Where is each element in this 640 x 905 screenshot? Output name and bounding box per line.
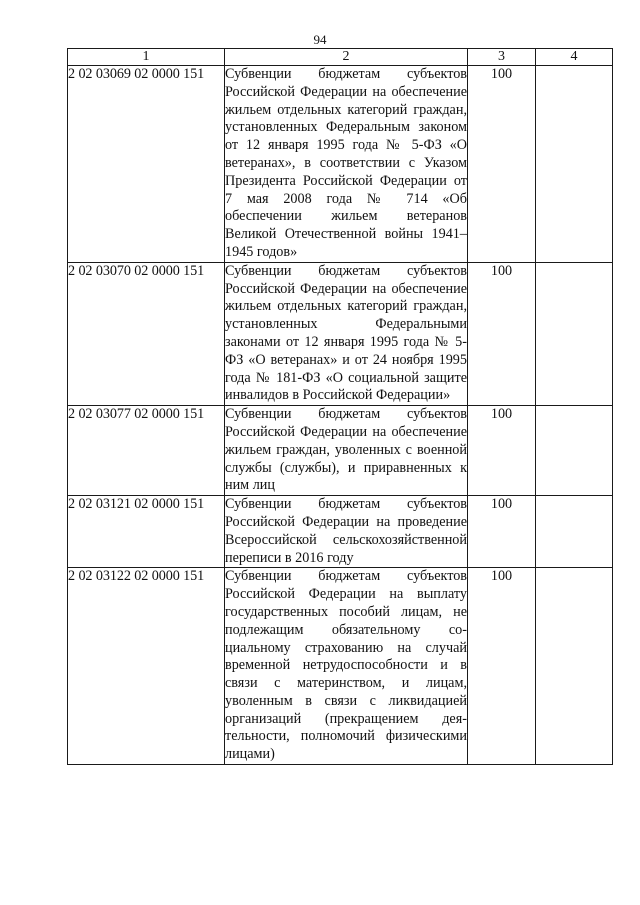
revenue-name: Субвенции бюджетам субъектов Российской Федерации на выплату государственных пособий лицам, не подлежащим обязательному социальному страхованию на случай временной нетрудоспособности и в связи с материнством, и лицам, уволенным в связи с ликвидацией организаций (прекращением деятельности, полномочий физическими лицами) [225, 568, 468, 765]
column-header-4: 4 [536, 49, 613, 66]
table-row [68, 262, 613, 405]
column-4-cell [536, 406, 613, 496]
classification-code: 2 02 03077 02 0000 151 [68, 406, 225, 496]
amount-value: 100 [468, 66, 536, 263]
classification-code: 2 02 03121 02 0000 151 [68, 496, 225, 568]
column-4-cell [536, 568, 613, 765]
column-4-cell [536, 66, 613, 263]
classification-code: 2 02 03070 02 0000 151 [68, 262, 225, 405]
column-header-1: 1 [68, 49, 225, 66]
column-header-2: 2 [225, 49, 468, 66]
column-4-cell [536, 496, 613, 568]
page-number: 94 [313, 32, 327, 47]
classification-code: 2 02 03069 02 0000 151 [68, 66, 225, 263]
column-header-3: 3 [468, 49, 536, 66]
amount-value: 100 [468, 568, 536, 765]
classification-code: 2 02 03122 02 0000 151 [68, 568, 225, 765]
amount-value: 100 [468, 496, 536, 568]
column-4-cell [536, 262, 613, 405]
revenue-name: Субвенции бюджетам субъектов Российской Федерации на проведение Всероссийской сельскохозяйственной переписи в 2016 году [225, 496, 468, 568]
table-row [68, 406, 613, 496]
table-row [68, 496, 613, 568]
revenue-name: Субвенции бюджетам субъектов Российской Федерации на обеспечение жильем отдельных категорий граждан, установленных Федеральными законами от 12 января 1995 года № 5-ФЗ «О ветеранах» и от 24 ноября 1995 года № 181-ФЗ «О социальной защите инвалидов в Российской Федерации» [225, 262, 468, 405]
table-row [68, 66, 613, 263]
table-row [68, 568, 613, 765]
amount-value: 100 [468, 406, 536, 496]
revenue-name: Субвенции бюджетам субъектов Российской Федерации на обеспечение жильем отдельных категорий граждан, установленных Федеральным законом от 12 января 1995 года № 5-ФЗ «О ветеранах», в соответствии с Указом Президента Российской Федерации от 7 мая 2008 года № 714 «Об обеспечении жильем ветеранов Великой Отечественной войны 1941–1945 годов» [225, 66, 468, 263]
amount-value: 100 [468, 262, 536, 405]
table-header-row [68, 49, 613, 66]
revenue-name: Субвенции бюджетам субъектов Российской Федерации на обеспечение жильем граждан, уволенных с военной службы (службы), и приравненных к ним лиц [225, 406, 468, 496]
budget-table [67, 48, 613, 765]
